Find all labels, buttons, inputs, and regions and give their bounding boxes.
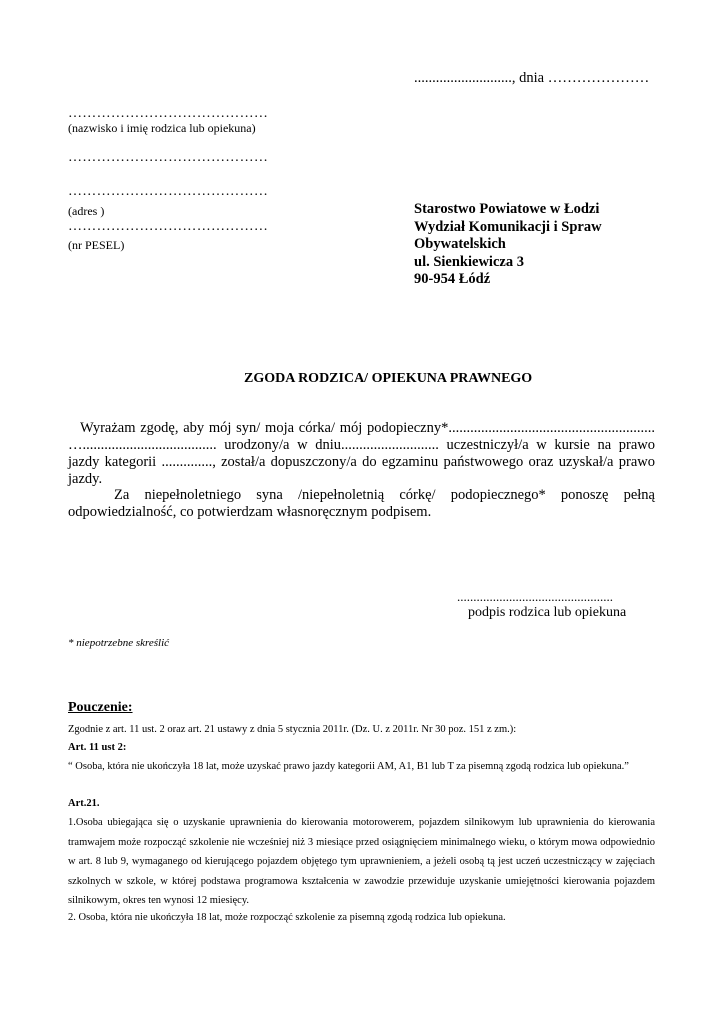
pesel-dots: ……………………………………	[68, 219, 269, 234]
recipient-address	[414, 201, 602, 289]
article-11-heading: Art. 11 ust 2:	[68, 742, 127, 753]
address-dots-line-1: ……………………………………	[68, 150, 269, 165]
document-title: ZGODA RODZICA/ OPIEKUNA PRAWNEGO	[244, 371, 533, 386]
article-21-heading: Art.21.	[68, 798, 100, 809]
address-label: (adres )	[68, 204, 105, 218]
signature-dots: ................................................	[457, 589, 613, 604]
consent-paragraph-2: Za niepełnoletniego syna /niepełnoletnią córkę/ podopiecznego* ponoszę pełną odpowiedzialność, co potwierdzam własnoręcznym podpisem.	[68, 487, 655, 520]
recipient-line-3: Obywatelskich	[414, 236, 506, 252]
recipient-line-1: Starostwo Powiatowe w Łodzi	[414, 201, 600, 217]
recipient-line-2: Wydział Komunikacji i Spraw	[414, 218, 602, 235]
instruction-heading: Pouczenie:	[68, 700, 133, 715]
address-dots-line-2: ……………………………………	[68, 184, 269, 199]
article-21-paragraph-2: 2. Osoba, która nie ukończyła 18 lat, może rozpocząć szkolenie za pisemną zgodą rodzica lub opiekuna.	[68, 912, 506, 923]
article-11-text: “ Osoba, która nie ukończyła 18 lat, może uzyskać prawo jazdy kategorii AM, A1, B1 lub T za pisemną zgodą rodzica lub opiekuna.”	[68, 761, 629, 772]
signature-label: podpis rodzica lub opiekuna	[468, 605, 627, 620]
name-dots: ……………………………………	[68, 106, 269, 121]
recipient-line-4: ul. Sienkiewicza 3	[414, 253, 524, 270]
pesel-label: (nr PESEL)	[68, 238, 125, 252]
place-date-line: ..........................., dnia …………………	[414, 70, 650, 86]
footnote: * niepotrzebne skreślić	[68, 637, 170, 649]
consent-paragraph-1: Wyrażam zgodę, aby mój syn/ moja córka/ mój podopieczny*......................................................... …..................................... urodzony/a w dniu........................... uczestniczył/a w kursie na prawo jazdy kategorii .............., został/a dopuszczony/a do egzaminu państwowego oraz uzyskał/a prawo jazdy.	[68, 420, 655, 487]
name-label: (nazwisko i imię rodzica lub opiekuna)	[68, 121, 256, 135]
article-21-paragraph-1: 1.Osoba ubiegająca się o uzyskanie uprawnienia do kierowania motorowerem, pojazdem silnikowym lub uprawnienia do kierowania tramwajem może rozpocząć szkolenie nie wcześniej niż 3 miesiące przed osiągnięciem minimalnego wieku, o którym mowa odpowiednio w art. 8 lub 9, wymaganego od kierującego pojazdem objętego tym uprawnieniem, a jeżeli osobą tą jest uczeń uczestniczący w zajęciach szkolnych w szkole, w której podstawa programowa kształcenia w zawodzie przewiduje uzyskanie umiejętności kierowania pojazdem silnikowym, okres ten wynosi 12 miesięcy.	[68, 817, 655, 906]
recipient-line-5: 90-954 Łódź	[414, 271, 491, 287]
legal-basis-intro: Zgodnie z art. 11 ust. 2 oraz art. 21 ustawy z dnia 5 stycznia 2011r. (Dz. U. z 2011r. Nr 30 poz. 151 z zm.):	[68, 724, 517, 735]
